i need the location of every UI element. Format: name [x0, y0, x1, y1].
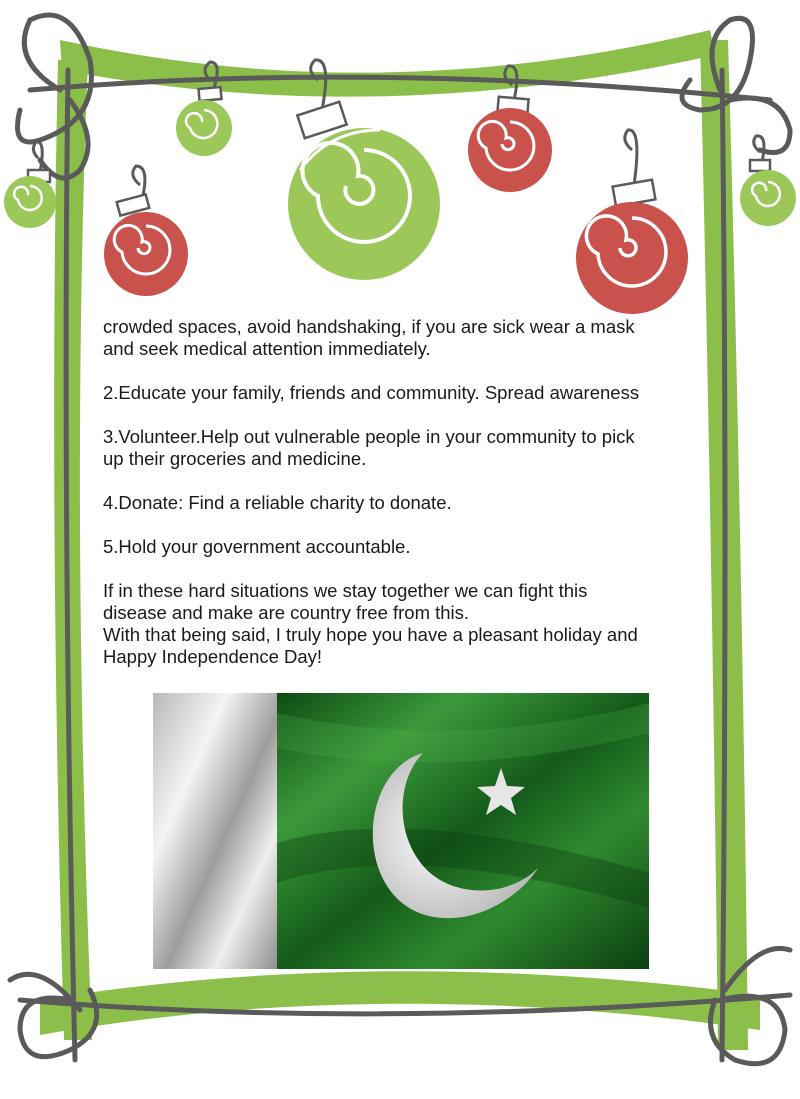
christmas-ornament-icon [4, 176, 56, 228]
text-line: 3.Volunteer.Help out vulnerable people in your community to pick [103, 426, 635, 447]
frame-corner-loop-top-right-2 [730, 98, 790, 153]
text-line: If in these hard situations we stay together we can fight this [103, 580, 588, 601]
document-body [103, 316, 703, 668]
text-line: Happy Independence Day! [103, 646, 323, 667]
christmas-ornament-icon [468, 108, 552, 192]
text-line: With that being said, I truly hope you have a pleasant holiday and [103, 624, 638, 645]
ornament-cap [750, 160, 770, 171]
pakistan-flag-icon [153, 693, 649, 969]
christmas-ornament-icon [104, 212, 188, 296]
flag-white-band [153, 693, 277, 969]
text-line: 4.Donate: Find a reliable charity to donate. [103, 492, 452, 513]
paragraph-government [103, 536, 703, 558]
christmas-ornament-icon [176, 100, 232, 156]
text-line: up their groceries and medicine. [103, 448, 367, 469]
text-line: 5.Hold your government accountable. [103, 536, 411, 557]
christmas-ornament-icon [576, 202, 688, 314]
paragraph-educate [103, 382, 703, 404]
ornament-cap [199, 87, 222, 101]
paragraph-precautions [103, 316, 703, 360]
ornament-hanger [33, 142, 42, 172]
paragraph-closing [103, 580, 703, 668]
paragraph-donate [103, 492, 703, 514]
ornament-hanger [625, 130, 637, 185]
christmas-ornament-icon [288, 128, 440, 280]
christmas-ornament-icon [740, 170, 796, 226]
text-line: and seek medical attention immediately. [103, 338, 431, 359]
paragraph-volunteer [103, 426, 703, 470]
text-line: 2.Educate your family, friends and community. Spread awareness [103, 382, 640, 403]
text-line: disease and make are country free from this. [103, 602, 470, 623]
text-line: crowded spaces, avoid handshaking, if you are sick wear a mask [103, 316, 635, 337]
